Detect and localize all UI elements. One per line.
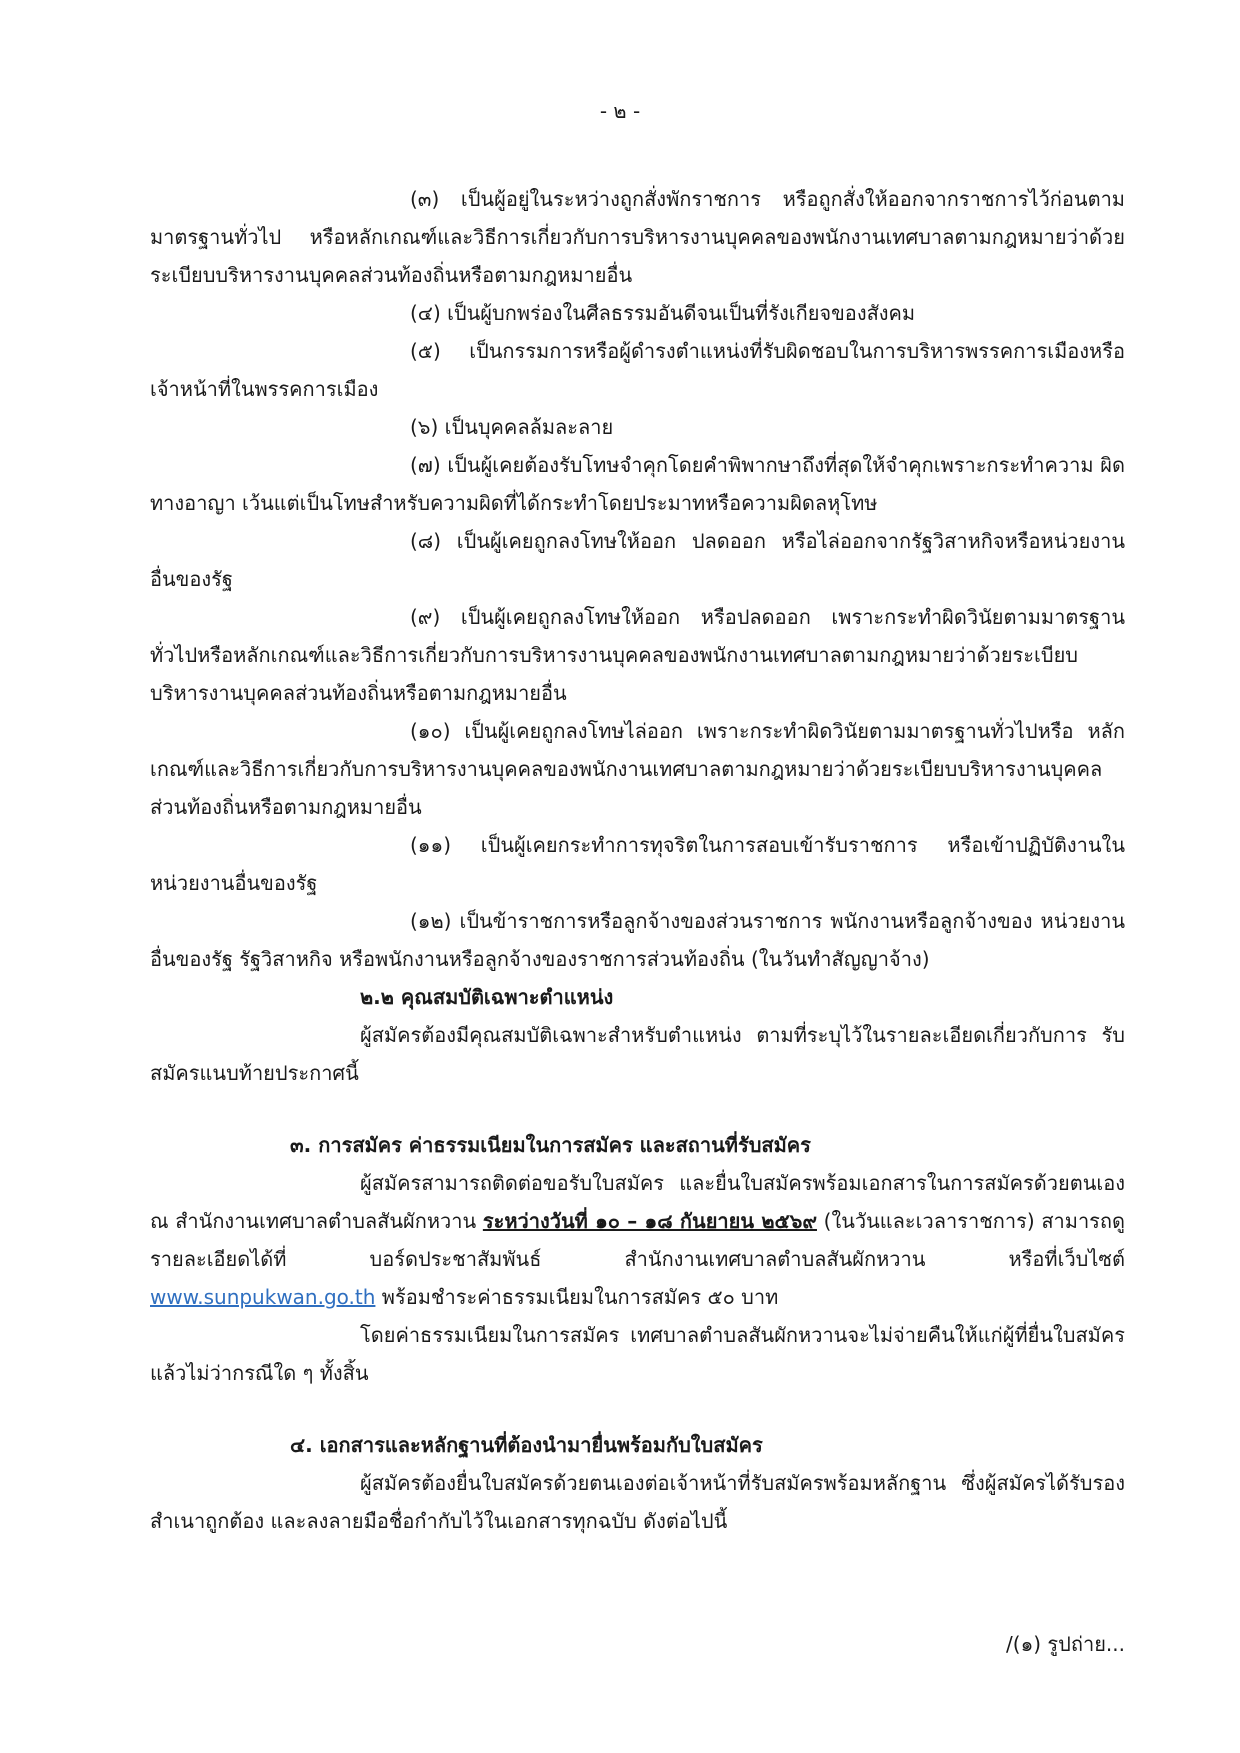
section-heading: ๔. เอกสารและหลักฐานที่ต้องนำมายื่นพร้อมกับใบสมัคร bbox=[290, 1433, 763, 1457]
disqualification-item: (๓) เป็นผู้อยู่ในระหว่างถูกสั่งพักราชการ หรือถูกสั่งให้ออกจากราชการไว้ก่อนตาม มาตรฐานทั่วไป หรือหลักเกณฑ์และวิธีการเกี่ยวกับการบริหารงานบุคคลของพนักงานเทศบาลตามกฎหมายว่าด้วยระเบียบบริหารงานบุคคลส่วนท้องถิ่นหรือตามกฎหมายอื่น bbox=[150, 187, 1125, 287]
disqualification-item: (๔) เป็นผู้บกพร่องในศีลธรรมอันดีจนเป็นที่รังเกียจของสังคม bbox=[410, 301, 916, 325]
section-heading: ๓. การสมัคร ค่าธรรมเนียมในการสมัคร และสถานที่รับสมัคร bbox=[290, 1133, 811, 1157]
application-date-range: ระหว่างวันที่ ๑๐ – ๑๘ กันยายน ๒๕๖๙ bbox=[482, 1209, 817, 1233]
disqualification-item: (๗) เป็นผู้เคยต้องรับโทษจำคุกโดยคำพิพากษาถึงที่สุดให้จำคุกเพราะกระทำความ ผิดทางอาญา เว้นแต่เป็นโทษสำหรับความผิดที่ได้กระทำโดยประมาทหรือความผิดลหุโทษ bbox=[150, 453, 1125, 515]
disqualification-item: (๖) เป็นบุคคลล้มละลาย bbox=[410, 415, 614, 439]
subsection-heading: ๒.๒ คุณสมบัติเฉพาะตำแหน่ง bbox=[360, 985, 614, 1009]
disqualification-item: (๕) เป็นกรรมการหรือผู้ดำรงตำแหน่งที่รับผิดชอบในการบริหารพรรคการเมืองหรือ เจ้าหน้าที่ในพรรคการเมือง bbox=[150, 339, 1125, 401]
disqualification-item: (๑๐) เป็นผู้เคยถูกลงโทษไล่ออก เพราะกระทำผิดวินัยตามมาตรฐานทั่วไปหรือ หลักเกณฑ์และวิธีการเกี่ยวกับการบริหารงานบุคคลของพนักงานเทศบาลตามกฎหมายว่าด้วยระเบียบบริหารงานบุคคลส่วนท้องถิ่นหรือตามกฎหมายอื่น bbox=[150, 719, 1125, 819]
disqualification-item: (๑๒) เป็นข้าราชการหรือลูกจ้างของส่วนราชการ พนักงานหรือลูกจ้างของ หน่วยงานอื่นของรัฐ รัฐวิสาหกิจ หรือพนักงานหรือลูกจ้างของราชการส่วนท้องถิ่น (ในวันทำสัญญาจ้าง) bbox=[150, 909, 1125, 971]
disqualification-item: (๑๑) เป็นผู้เคยกระทำการทุจริตในการสอบเข้ารับราชการ หรือเข้าปฏิบัติงานใน หน่วยงานอื่นของรัฐ bbox=[150, 833, 1125, 895]
website-link[interactable]: www.sunpukwan.go.th bbox=[150, 1285, 376, 1309]
continuation-note: /(๑) รูปถ่าย... bbox=[1006, 1632, 1125, 1656]
section-paragraph: โดยค่าธรรมเนียมในการสมัคร เทศบาลตำบลสันผักหวานจะไม่จ่ายคืนให้แก่ผู้ที่ยื่นใบสมัครแล้วไม่ว่ากรณีใด ๆ ทั้งสิ้น bbox=[150, 1323, 1125, 1385]
page-number: - ๒ - bbox=[599, 99, 641, 123]
subsection-text: ผู้สมัครต้องมีคุณสมบัติเฉพาะสำหรับตำแหน่ง ตามที่ระบุไว้ในรายละเอียดเกี่ยวกับการ รับสมัครแนบท้ายประกาศนี้ bbox=[150, 1023, 1125, 1085]
disqualification-item: (๙) เป็นผู้เคยถูกลงโทษให้ออก หรือปลดออก เพราะกระทำผิดวินัยตามมาตรฐาน ทั่วไปหรือหลักเกณฑ์และวิธีการเกี่ยวกับการบริหารงานบุคคลของพนักงานเทศบาลตามกฎหมายว่าด้วยระเบียบบริหารงานบุคคลส่วนท้องถิ่นหรือตามกฎหมายอื่น bbox=[150, 605, 1125, 705]
section-paragraph: ผู้สมัครต้องยื่นใบสมัครด้วยตนเองต่อเจ้าหน้าที่รับสมัครพร้อมหลักฐาน ซึ่งผู้สมัครได้รับรองสำเนาถูกต้อง และลงลายมือชื่อกำกับไว้ในเอกสารทุกฉบับ ดังต่อไปนี้ bbox=[150, 1471, 1125, 1533]
disqualification-item: (๘) เป็นผู้เคยถูกลงโทษให้ออก ปลดออก หรือไล่ออกจากรัฐวิสาหกิจหรือหน่วยงาน อื่นของรัฐ bbox=[150, 529, 1125, 591]
section-paragraph: ผู้สมัครสามารถติดต่อขอรับใบสมัคร และยื่นใบสมัครพร้อมเอกสารในการสมัครด้วยตนเอง ณ สำนักงานเทศบาลตำบลสันผักหวาน ระหว่างวันที่ ๑๐ – ๑๘ กันยายน ๒๕๖๙ (ในวันและเวลาราชการ) สามารถดูรายละเอียดได้ที่ บอร์ดประชาสัมพันธ์ สำนักงานเทศบาลตำบลสันผักหวาน หรือที่เว็บไซต์ www.sunpukwan.go.th พร้อมชำระค่าธรรมเนียมในการสมัคร ๕๐ บาท bbox=[150, 1171, 1126, 1309]
document-body bbox=[150, 180, 1125, 1540]
